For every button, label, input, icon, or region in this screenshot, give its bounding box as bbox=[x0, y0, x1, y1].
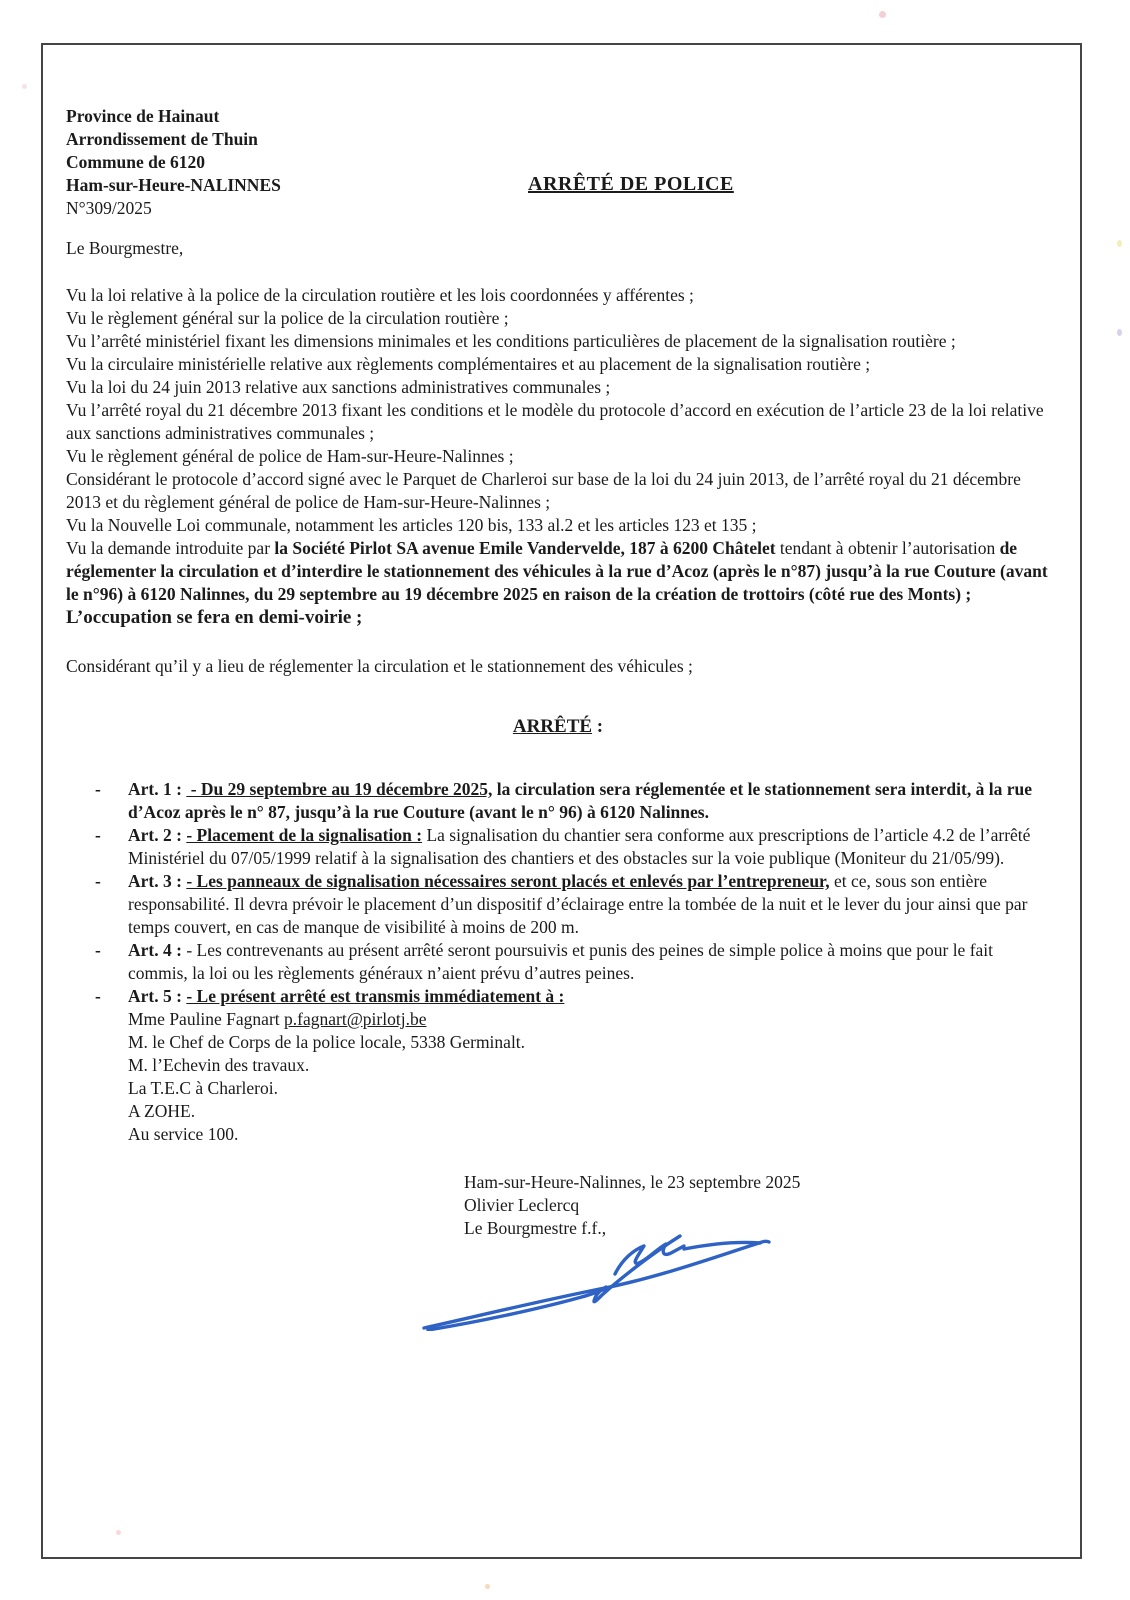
text-segment: Considérant le protocole d’accord signé avec le Parquet de Charleroi sur base de la loi du 24 juin 2013, de l’arrêté royal du 21 décembre 2013 et du règlement général de police de Ham-sur-Heure-Nalinnes ; bbox=[66, 469, 1021, 512]
recital-line bbox=[66, 353, 1050, 376]
recipients-list bbox=[128, 1008, 1050, 1146]
recital-line bbox=[66, 376, 1050, 399]
recital-line bbox=[66, 514, 1050, 537]
article-item bbox=[66, 824, 1050, 870]
text-segment: Vu le règlement général sur la police de la circulation routière ; bbox=[66, 308, 509, 328]
document-border-frame bbox=[41, 43, 1082, 1559]
article-item bbox=[66, 870, 1050, 939]
text-segment: Art. 5 : bbox=[128, 986, 187, 1006]
recipient-line bbox=[128, 1077, 1050, 1100]
text-segment: Art. 2 : bbox=[128, 825, 187, 845]
text-segment: Vu la loi du 24 juin 2013 relative aux sanctions administratives communales ; bbox=[66, 377, 611, 397]
salutation: Le Bourgmestre, bbox=[66, 238, 184, 258]
text-segment: - Du 29 septembre au 19 décembre 2025, bbox=[186, 779, 493, 799]
list-dash: - bbox=[95, 871, 101, 891]
text-segment: Au service 100. bbox=[128, 1124, 239, 1144]
signoff-name: Olivier Leclercq bbox=[464, 1195, 580, 1215]
recipient-line bbox=[128, 1100, 1050, 1123]
decree-heading-word: ARRÊTÉ bbox=[512, 716, 593, 737]
text-segment: Art. 3 : bbox=[128, 871, 187, 891]
decree-heading-colon: : bbox=[592, 716, 604, 737]
list-dash: - bbox=[95, 940, 101, 960]
recipient-line bbox=[128, 1054, 1050, 1077]
issuer-block bbox=[66, 105, 1050, 220]
recitals-section bbox=[66, 284, 1050, 629]
text-segment: Art. 4 : bbox=[128, 940, 182, 960]
text-segment: p.fagnart@pirlotj.be bbox=[284, 1009, 427, 1029]
text-segment: Mme Pauline Fagnart bbox=[128, 1009, 285, 1029]
text-segment: M. l’Echevin des travaux. bbox=[128, 1055, 310, 1075]
article-item-text bbox=[128, 939, 1050, 985]
list-dash: - bbox=[95, 779, 101, 799]
issuer-commune: Commune de 6120 bbox=[66, 152, 206, 172]
recital-line bbox=[66, 284, 1050, 307]
recital-line bbox=[66, 330, 1050, 353]
scan-artifact-speck bbox=[485, 1584, 490, 1589]
article-item bbox=[66, 939, 1050, 985]
article-item-text bbox=[128, 870, 1050, 939]
scan-artifact-speck bbox=[1117, 240, 1122, 247]
article-item-text bbox=[128, 824, 1050, 870]
issuer-arrondissement: Arrondissement de Thuin bbox=[66, 129, 258, 149]
text-segment: de réglementer la circulation et d’interdire le stationnement des véhicules à la rue d’Acoz (après le n°87) jusqu’à la rue Couture (avant le n°96) à 6120 Nalinnes, du 29 septembre au 19 décembre 2025 en raison de la création de trottoirs (côté rue des Monts) ; bbox=[66, 538, 1048, 604]
text-segment: Vu l’arrêté royal du 21 décembre 2013 fixant les conditions et le modèle du protocole d’accord en exécution de l’article 23 de la loi relative aux sanctions administratives communales ; bbox=[66, 400, 1044, 443]
document-header bbox=[66, 105, 1050, 220]
article-item bbox=[66, 778, 1050, 824]
signoff-role: Le Bourgmestre f.f., bbox=[464, 1218, 607, 1238]
article-item bbox=[66, 985, 1050, 1008]
recital-line bbox=[66, 445, 1050, 468]
text-segment: Vu la Nouvelle Loi communale, notamment les articles 120 bis, 133 al.2 et les articles 123 et 135 ; bbox=[66, 515, 757, 535]
decree-heading bbox=[66, 715, 1050, 738]
document-content bbox=[43, 45, 1080, 1240]
text-segment: M. le Chef de Corps de la police locale, 5338 Germinalt. bbox=[128, 1032, 526, 1052]
text-segment: La signalisation du chantier sera conforme aux prescriptions de l’article 4.2 de l’arrêté Ministériel du 07/05/1999 relatif à la signalisation des chantiers et des obstacles sur la voie publique (Moniteur du 21/05/99). bbox=[128, 825, 1031, 868]
text-segment: - Les contrevenants au présent arrêté seront poursuivis et punis des peines de simple police à moins que pour le fait commis, la loi ou les règlements généraux n’aient prévu d’autres peines. bbox=[128, 940, 994, 983]
signature-main-stroke bbox=[424, 1241, 769, 1328]
text-segment: - Les panneaux de signalisation nécessaires seront placés et enlevés par l’entrepreneur, bbox=[186, 871, 830, 891]
text-segment: la Société Pirlot SA avenue Emile Vandervelde, 187 à 6200 Châtelet bbox=[274, 538, 776, 558]
recital-line bbox=[66, 537, 1050, 606]
issuer-province: Province de Hainaut bbox=[66, 106, 220, 126]
text-segment: et ce, sous son entière responsabilité. Il devra prévoir le placement d’un dispositif d’éclairage entre la tombée de la nuit et le lever du jour ainsi que par temps couvert, en cas de manque de visibilité à moins de 200 m. bbox=[128, 871, 1028, 937]
recipient-line bbox=[128, 1008, 1050, 1031]
article-item-text bbox=[128, 985, 1050, 1008]
recipient-line bbox=[128, 1031, 1050, 1054]
article-item-text bbox=[128, 778, 1050, 824]
signoff-place-date: Ham-sur-Heure-Nalinnes, le 23 septembre 2025 bbox=[464, 1172, 801, 1192]
text-segment: Art. 1 : bbox=[128, 779, 187, 799]
considering-clause: Considérant qu’il y a lieu de réglementer la circulation et le stationnement des véhicules ; bbox=[66, 656, 693, 676]
scan-artifact-speck bbox=[1117, 329, 1122, 336]
recital-line bbox=[66, 307, 1050, 330]
handwritten-signature bbox=[418, 1196, 778, 1331]
document-title: ARRÊTÉ DE POLICE bbox=[528, 173, 734, 195]
articles-list bbox=[66, 778, 1050, 1008]
text-segment: L’occupation se fera en demi-voirie ; bbox=[66, 607, 363, 628]
text-segment: Vu le règlement général de police de Ham-sur-Heure-Nalinnes ; bbox=[66, 446, 514, 466]
recital-line bbox=[66, 399, 1050, 445]
scan-artifact-speck bbox=[22, 84, 27, 89]
recipient-line bbox=[128, 1123, 1050, 1146]
recital-line bbox=[66, 468, 1050, 514]
text-segment: Vu la circulaire ministérielle relative aux règlements complémentaires et au placement de la signalisation routière ; bbox=[66, 354, 871, 374]
document-number: N°309/2025 bbox=[66, 198, 152, 218]
text-segment: A ZOHE. bbox=[128, 1101, 196, 1121]
text-segment: La T.E.C à Charleroi. bbox=[128, 1078, 278, 1098]
text-segment: tendant à obtenir l’autorisation bbox=[775, 538, 1000, 558]
signature-tall-slash bbox=[594, 1236, 680, 1302]
issuer-locality: Ham-sur-Heure-NALINNES bbox=[66, 175, 281, 195]
text-segment: Vu l’arrêté ministériel fixant les dimensions minimales et les conditions particulières de placement de la signalisation routière ; bbox=[66, 331, 956, 351]
list-dash: - bbox=[95, 825, 101, 845]
scan-artifact-speck bbox=[879, 11, 886, 18]
text-segment: - Le présent arrêté est transmis immédiatement à : bbox=[186, 986, 565, 1006]
text-segment: la circulation sera réglementée et le stationnement sera interdit, à la rue d’Acoz après le n° 87, jusqu’à la rue Couture (avant le n° 96) à 6120 Nalinnes. bbox=[128, 779, 1032, 822]
text-segment: Vu la loi relative à la police de la circulation routière et les lois coordonnées y afférentes ; bbox=[66, 285, 694, 305]
recital-line bbox=[66, 606, 1050, 629]
list-dash: - bbox=[95, 986, 101, 1006]
text-segment: - Placement de la signalisation : bbox=[186, 825, 423, 845]
text-segment: Vu la demande introduite par bbox=[66, 538, 275, 558]
